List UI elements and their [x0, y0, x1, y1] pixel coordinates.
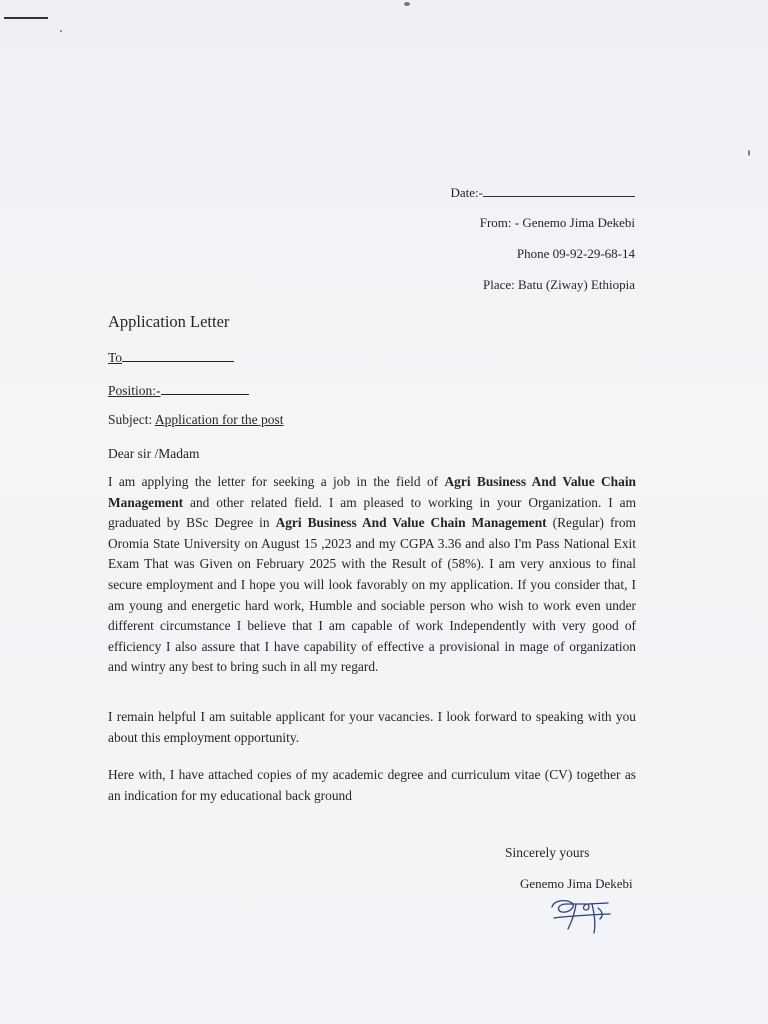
scan-speck: [404, 2, 410, 6]
salutation: Dear sir /Madam: [108, 446, 200, 461]
date-label: Date:-: [450, 185, 483, 200]
date-line: [451, 184, 635, 201]
subject-value: Application for the post: [154, 412, 284, 427]
subject-label: Subject:: [108, 412, 153, 427]
place-line: Place: Batu (Ziway) Ethiopia: [483, 277, 635, 292]
to-label: To: [108, 350, 123, 365]
signature-stroke: [552, 901, 608, 912]
phone-line: Phone 09-92-29-68-14: [516, 246, 635, 261]
subject-line: [108, 412, 284, 428]
to-line: [108, 348, 234, 366]
closing: Sincerely yours: [505, 845, 590, 860]
p1-text-1: I am applying the letter for seeking a job in the field of: [108, 474, 445, 489]
from-line: From: - Genemo Jima Dekebi: [479, 215, 635, 230]
scan-speck: [60, 30, 62, 32]
letter-title: Application Letter: [108, 312, 230, 331]
to-blank: [122, 348, 234, 362]
signature-stroke: [598, 908, 602, 919]
signature-name: Genemo Jima Dekebi: [520, 876, 633, 891]
position-blank: [161, 381, 249, 395]
position-label: Position:-: [108, 383, 161, 398]
p1-text-3: (Regular) from Oromia State University on August 15 ,2023 and my CGPA 3.36 and also I'm Pass National Exit Exam That was Given on February 2025 with the Result of (58%). I am very anxious to final secure employment and I hope you will look favorably on my application. If you consider that, I am young and energetic hard work, Humble and sociable person who wish to work even under different circumstance I believe that I am capable of work Independently with very good of efficiency I also assure that I have capability of effective a provisional in mage of organization and wintry any best to bring such in all my regard.: [108, 515, 636, 675]
p1-text-2: and other related field. I am pleased to working in your Organization. I am graduated by BSc Degree in: [108, 494, 636, 531]
scan-mark: [4, 17, 48, 19]
body-paragraph-2: I remain helpful I am suitable applicant for your vacancies. I look forward to speaking with you about this employment opportunity.: [108, 709, 636, 745]
handwritten-signature: [546, 893, 618, 939]
date-blank: [483, 184, 635, 197]
body-paragraph-1: [108, 472, 636, 678]
p1-degree-bold: Agri Business And Value Chain Management: [275, 515, 547, 531]
scan-speck: [748, 150, 750, 156]
p1-field-bold: Agri Business And Value Chain Management: [108, 474, 636, 510]
signature-stroke: [592, 904, 595, 933]
position-line: [108, 381, 249, 399]
body-paragraph-3: Here with, I have attached copies of my academic degree and curriculum vitae (CV) together as an indication for my educational back ground: [108, 767, 636, 803]
